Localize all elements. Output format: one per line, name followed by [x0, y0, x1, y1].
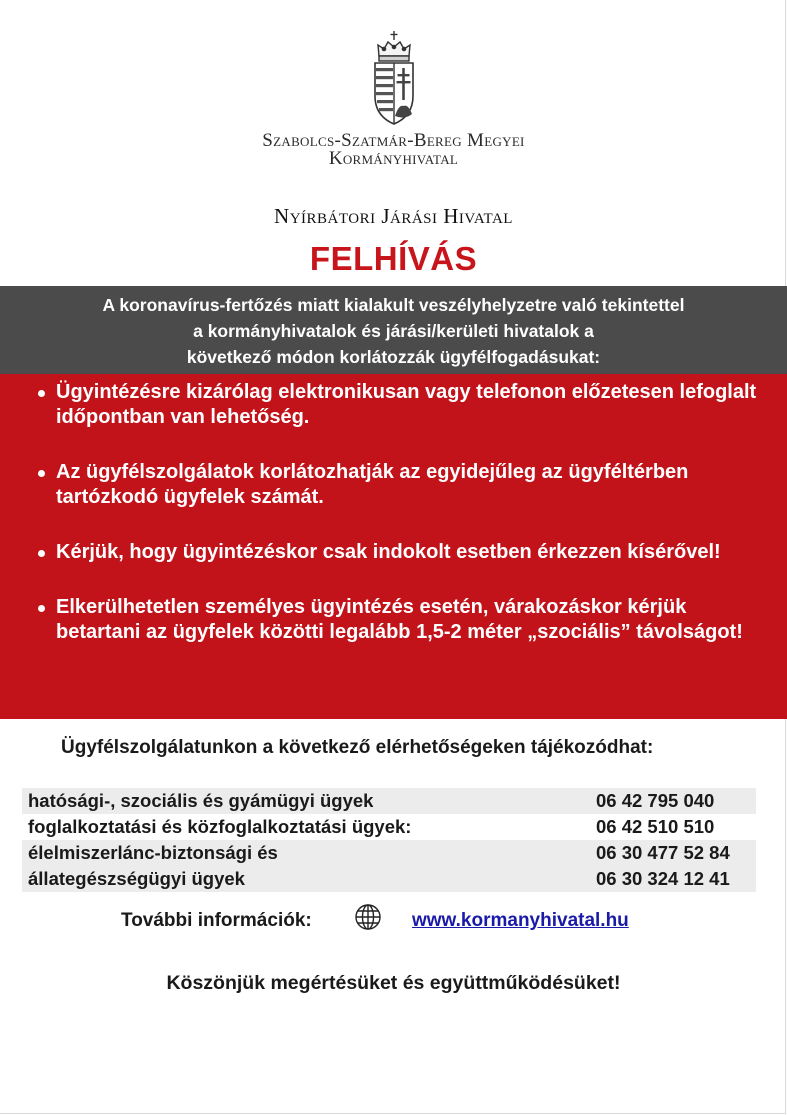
agency-name-line2: Kormányhivatal: [328, 148, 459, 169]
intro-line: a kormányhivatalok és járási/kerületi hivatalok a: [193, 321, 594, 341]
agency-name-line1: Szabolcs-Szatmár-Bereg Megyei: [262, 130, 525, 151]
contact-label: foglalkoztatási és közfoglalkoztatási ügyek:: [28, 816, 412, 837]
globe-icon: [353, 902, 383, 932]
contact-intro: Ügyfélszolgálatunkon a következő elérhetőségeken tájékozódhat:: [61, 737, 654, 758]
contact-label: hatósági-, szociális és gyámügyi ügyek: [28, 790, 374, 811]
contact-label: állategészségügyi ügyek: [28, 868, 245, 889]
contact-phone: 06 42 510 510: [596, 816, 715, 837]
contact-phone: 06 30 324 12 41: [596, 868, 730, 889]
coat-of-arms-icon: [369, 30, 419, 126]
office-name: Nyírbátori Járási Hivatal: [274, 204, 513, 228]
closing-message: Köszönjük megértésüket és együttműködésüket!: [166, 972, 621, 994]
contact-label: élelmiszerlánc-biztonsági és: [28, 842, 278, 863]
page-title: FELHÍVÁS: [309, 240, 478, 277]
rule-item: Elkerülhetetlen személyes ügyintézés esetén, várakozáskor kérjük betartani az ügyfelek közötti legalább 1,5-2 méter „szociális” távolságot!: [38, 595, 769, 645]
contact-row: [22, 840, 756, 866]
contact-row: [22, 788, 756, 814]
contact-table: [22, 788, 756, 892]
rule-item: Kérjük, hogy ügyintézéskor csak indokolt esetben érkezzen kísérővel!: [38, 540, 769, 565]
intro-banner: [0, 286, 787, 374]
contact-phone: 06 42 795 040: [596, 790, 715, 811]
intro-line: következő módon korlátozzák ügyfélfogadásukat:: [186, 347, 601, 367]
rule-item: Az ügyfélszolgálatok korlátozhatják az egyidejűleg az ügyféltérben tartózkodó ügyfelek számát.: [38, 460, 769, 510]
rule-item: Ügyintézésre kizárólag elektronikusan vagy telefonon előzetesen lefoglalt időpontban van lehetőség.: [38, 380, 769, 430]
contact-row: [22, 866, 756, 892]
rules-panel: [0, 374, 787, 719]
contact-row: [22, 814, 756, 840]
intro-line: A koronavírus-fertőzés miatt kialakult veszélyhelyzetre való tekintettel: [102, 295, 685, 315]
rules-list: [38, 380, 769, 645]
more-info-label: További információk:: [121, 910, 312, 931]
contact-phone: 06 30 477 52 84: [596, 842, 730, 863]
website-link[interactable]: www.kormanyhivatal.hu: [412, 910, 629, 931]
